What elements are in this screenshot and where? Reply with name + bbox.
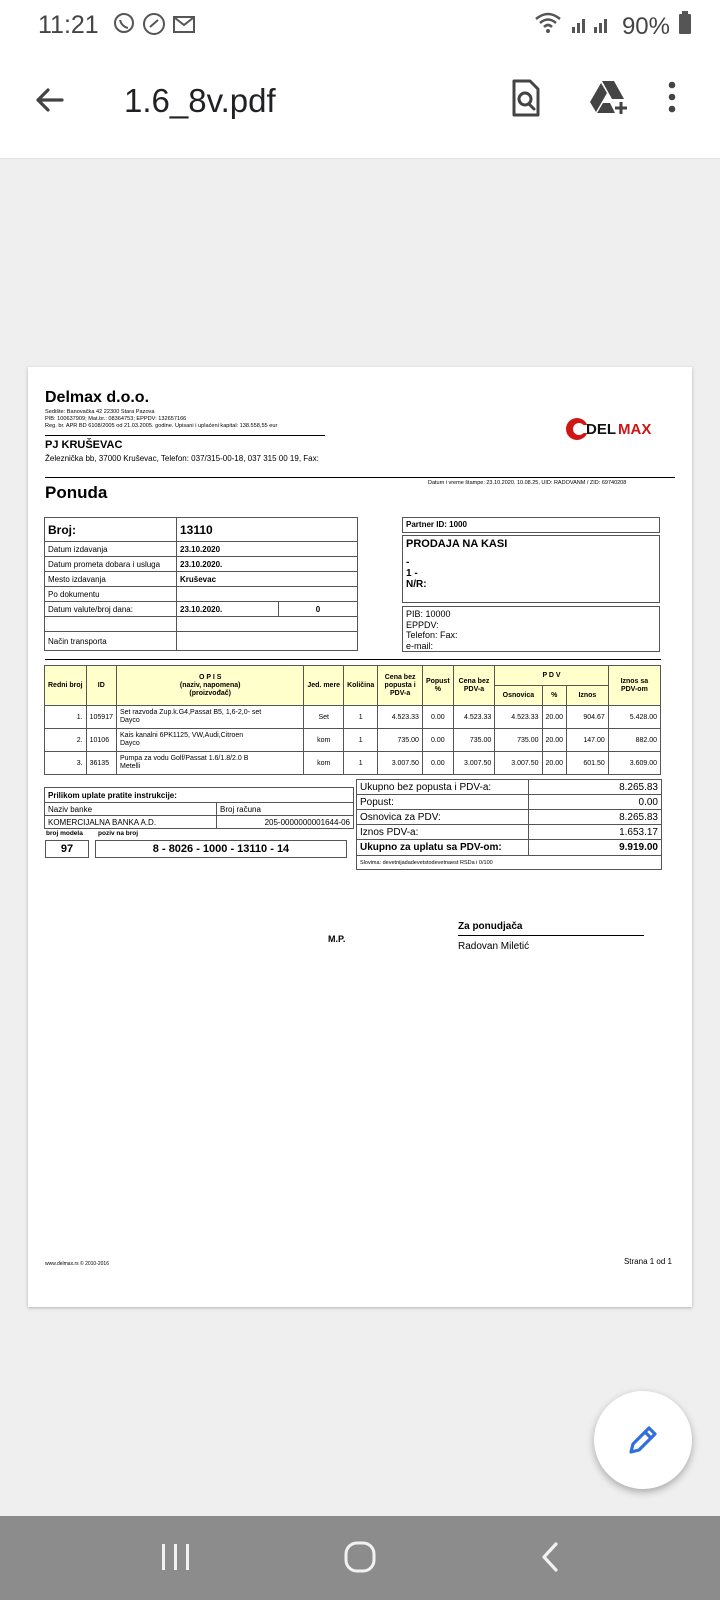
- model-value: 97: [45, 840, 89, 858]
- more-vert-icon[interactable]: [664, 78, 680, 118]
- battery-icon: [678, 11, 692, 42]
- signer-name: Radovan Miletić: [458, 941, 530, 952]
- call-icon: [142, 12, 166, 36]
- totals-table: Ukupno bez popusta i PDV-a: 8.265.83 Popust: 0.00 Osnovica za PDV: 8.265.83 Iznos PDV-a: 1.653.17 Ukupno za uplatu sa PDV-om: 9.919.00 Slovima: devetnijadadevetstodevetnaest RSDa i 0/100: [356, 779, 662, 870]
- page-number: Strana 1 od 1: [623, 1257, 672, 1266]
- document-title: 1.6_8v.pdf: [124, 82, 276, 119]
- navigation-bar: [0, 1516, 720, 1600]
- pdf-viewer[interactable]: [0, 159, 720, 1516]
- edit-button[interactable]: [594, 1391, 692, 1489]
- battery-text: 90%: [621, 12, 670, 40]
- status-time: 11:21: [38, 11, 99, 39]
- print-stamp: Datum i vreme štampe: 23.10.2020. 10.08.25, UID: RADOVANM / ZID: 69740208: [428, 480, 627, 486]
- delmax-logo: [564, 415, 664, 443]
- company-details: Sedište: Banovačka 42 22300 Stara Pazova PIB: 100637909; Mat.br.: 08364753; EPPDV: 132657166 Reg. br. APR BD 6108/2005 od 21.03.2005. godine. Upisani i uplaćeni kapital: 138.558,55 eur: [45, 409, 278, 429]
- table-row: 1. 105917 Set razvoda Zup.k.G4,Passat B5, 1,6-2,0- set Dayco Set 1 4.523.33 0.00 4.523.33 4.523.33 20.00 904.67 5.428.00: [45, 706, 661, 729]
- partner-id: Partner ID: 1000: [402, 517, 660, 533]
- find-in-page-icon[interactable]: [506, 78, 546, 118]
- model-label: broj modela: [46, 830, 83, 837]
- table-row: 2. 10106 Kais kanalni 6PK1125, VW,Audi,Citroen Dayco kom 1 735.00 0.00 735.00 735.00 20.00 147.00 882.00: [45, 729, 661, 752]
- poziv-value: 8 - 8026 - 1000 - 13110 - 14: [95, 840, 347, 858]
- items-table: Redni broj ID O P I S (naziv, napomena) (proizvođač) Jed. mere Količina Cena bez popusta i PDV-a Popust % Cena bez PDV-a P D V Iznos sa PDV-om Osnovica % Iznos 1. 105917 Set razvoda Zup.k.G4,Passat B5, 1,6-2,0- set Dayco Set 1 4.523.33 0.00 4.523.33 4.523.33 20.00 904.67 5.428.00 2. 10106 Kais kanalni 6PK1125, VW,Audi,Citroen Dayco kom 1 735.00 0.00 735.00 735.00 20.00 147.00 882.00 3. 36135 Pumpa za vodu Golf/Passat 1.6/1.8/2.0 B Metelli kom 1 3.007.50 0.00 3.007.50 3.007.50 20.00 601.50 3.609.00: [44, 665, 661, 775]
- footer-left: www.delmax.rs © 2010-2016: [45, 1261, 109, 1267]
- company-name: Delmax d.o.o.: [45, 389, 150, 406]
- svg-text:MAX: MAX: [618, 421, 652, 438]
- viber-icon: [112, 12, 136, 36]
- poziv-label: poziv na broj: [98, 830, 139, 837]
- info-table: Broj: 13110 Datum izdavanja 23.10.2020 Datum prometa dobara i usluga 23.10.2020. Mesto izdavanja Kruševac Po dokumentu Datum valute/broj dana: 23.10.2020. 0 Način transporta: [44, 517, 358, 651]
- back-nav-icon[interactable]: [528, 1536, 576, 1580]
- table-row: 3. 36135 Pumpa za vodu Golf/Passat 1.6/1.8/2.0 B Metelli kom 1 3.007.50 0.00 3.007.50 3.007.50 20.00 601.50 3.609.00: [45, 752, 661, 775]
- payment-table: Prilikom uplate pratite instrukcije: Naziv banke Broj računa KOMERCIJALNA BANKA A.D. 205-0000000001644-06: [44, 787, 354, 829]
- app-bar: [0, 52, 720, 159]
- branch-address: Železnička bb, 37000 Kruševac, Telefon: 037/315-00-18, 037 315 00 19, Fax:: [45, 454, 319, 463]
- pdf-page: [28, 367, 692, 1307]
- za-ponudjaca-label: Za ponudjača: [458, 921, 523, 932]
- pencil-icon: [625, 1422, 661, 1458]
- branch-name: PJ KRUŠEVAC: [45, 439, 123, 451]
- partner-details: PIB: 10000 EPPDV: Telefon: Fax: e-mail:: [402, 606, 660, 652]
- partner-box: PRODAJA NA KASI - 1 - N/R:: [402, 535, 660, 603]
- home-icon[interactable]: [336, 1536, 384, 1580]
- gmail-icon: [172, 12, 196, 36]
- status-bar: [0, 0, 720, 52]
- svg-text:DEL: DEL: [586, 421, 616, 438]
- recent-apps-icon[interactable]: [152, 1536, 200, 1580]
- wifi-icon: [534, 11, 562, 42]
- signal-icon: [570, 11, 614, 42]
- arrow-left-icon[interactable]: [32, 82, 68, 118]
- mp-label: M.P.: [328, 934, 346, 944]
- doc-title: Ponuda: [45, 483, 108, 502]
- add-to-drive-icon[interactable]: [588, 78, 628, 118]
